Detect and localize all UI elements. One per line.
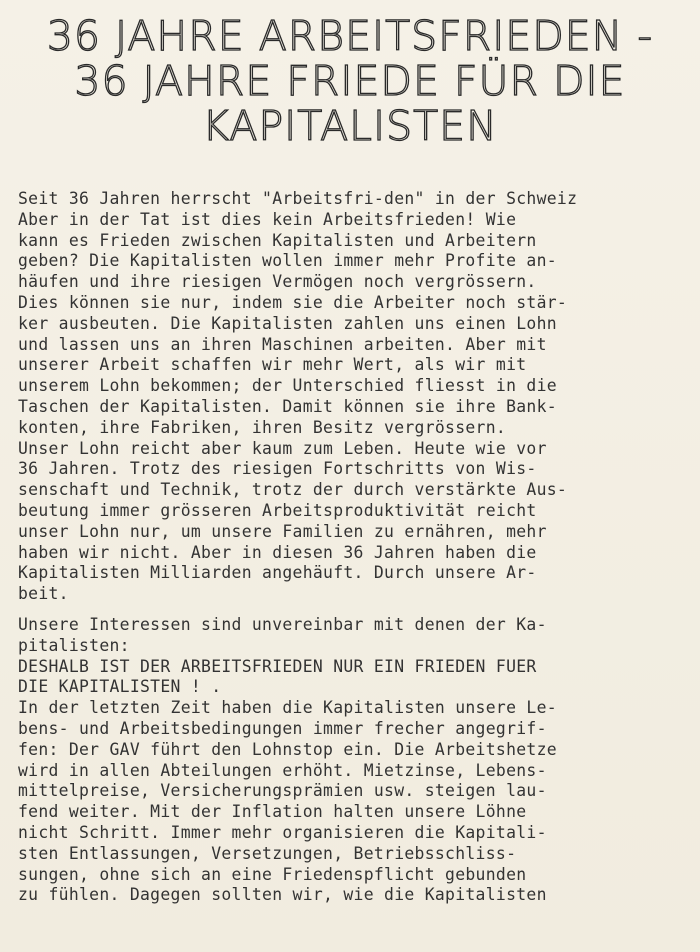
- text-line: beit.: [18, 584, 69, 604]
- paragraph-2: [18, 615, 698, 906]
- headline-line: 36 JAHRE FRIEDE FÜR DIE: [74, 57, 626, 105]
- text-line: Unsere Interessen sind unvereinbar mit denen der Ka-: [18, 614, 547, 634]
- text-line: kann es Frieden zwischen Kapitalisten und Arbeitern: [18, 230, 537, 250]
- text-line: DIE KAPITALISTEN ! .: [18, 677, 222, 697]
- text-line: nicht Schritt. Immer mehr organisieren die Kapitali-: [18, 822, 547, 842]
- text-line: unserer Arbeit schaffen wir mehr Wert, als wir mit: [18, 355, 527, 375]
- text-line: Taschen der Kapitalisten. Damit können sie ihre Bank-: [18, 396, 557, 416]
- text-line: Kapitalisten Milliarden angehäuft. Durch unsere Ar-: [18, 563, 537, 583]
- text-line: konten, ihre Fabriken, ihren Besitz vergrössern.: [18, 417, 507, 437]
- text-line: mittelpreise, Versicherungsprämien usw. steigen lau-: [18, 781, 547, 801]
- text-line: unserem Lohn bekommen; der Unterschied fliesst in die: [18, 376, 557, 396]
- headline: [0, 14, 700, 149]
- text-line: In der letzten Zeit haben die Kapitalisten unsere Le-: [18, 698, 557, 718]
- text-line: häufen und ihre riesigen Vermögen noch vergrössern.: [18, 272, 537, 292]
- paragraph-gap: [18, 605, 698, 615]
- text-line: geben? Die Kapitalisten wollen immer mehr Profite an-: [18, 251, 557, 271]
- text-line: Seit 36 Jahren herrscht "Arbeitsfri-den" in der Schweiz: [18, 189, 578, 208]
- text-line: pitalisten:: [18, 635, 130, 655]
- text-line: Dies können sie nur, indem sie die Arbeiter noch stär-: [18, 292, 568, 312]
- text-line: sungen, ohne sich an eine Friedenspflicht gebunden: [18, 864, 527, 884]
- text-line: zu fühlen. Dagegen sollten wir, wie die Kapitalisten: [18, 885, 547, 905]
- text-line: unser Lohn nur, um unsere Familien zu ernähren, mehr: [18, 521, 547, 541]
- text-line: ker ausbeuten. Die Kapitalisten zahlen uns einen Lohn: [18, 313, 557, 333]
- paragraph-1: [18, 189, 698, 605]
- text-line: bens- und Arbeitsbedingungen immer frecher angegrif-: [18, 718, 547, 738]
- text-line: senschaft und Technik, trotz der durch verstärkte Aus-: [18, 480, 568, 500]
- text-line: fen: Der GAV führt den Lohnstop ein. Die Arbeitshetze: [18, 739, 557, 759]
- text-line: 36 Jahren. Trotz des riesigen Fortschritts von Wis-: [18, 459, 537, 479]
- headline-line: 36 JAHRE ARBEITSFRIEDEN -: [46, 12, 654, 60]
- text-line: haben wir nicht. Aber in diesen 36 Jahren haben die: [18, 542, 537, 562]
- text-line: wird in allen Abteilungen erhöht. Mietzinse, Lebens-: [18, 760, 547, 780]
- text-line: und lassen uns an ihren Maschinen arbeiten. Aber mit: [18, 334, 547, 354]
- body-text: [18, 189, 698, 906]
- text-line: DESHALB IST DER ARBEITSFRIEDEN NUR EIN FRIEDEN FUER: [18, 656, 537, 676]
- text-line: Unser Lohn reicht aber kaum zum Leben. Heute wie vor: [18, 438, 547, 458]
- headline-line: KAPITALISTEN: [202, 102, 498, 150]
- text-line: sten Entlassungen, Versetzungen, Betriebsschliss-: [18, 843, 517, 863]
- text-line: Aber in der Tat ist dies kein Arbeitsfrieden! Wie: [18, 209, 517, 229]
- text-line: beutung immer grösseren Arbeitsproduktivität reicht: [18, 500, 537, 520]
- text-line: fend weiter. Mit der Inflation halten unsere Löhne: [18, 802, 527, 822]
